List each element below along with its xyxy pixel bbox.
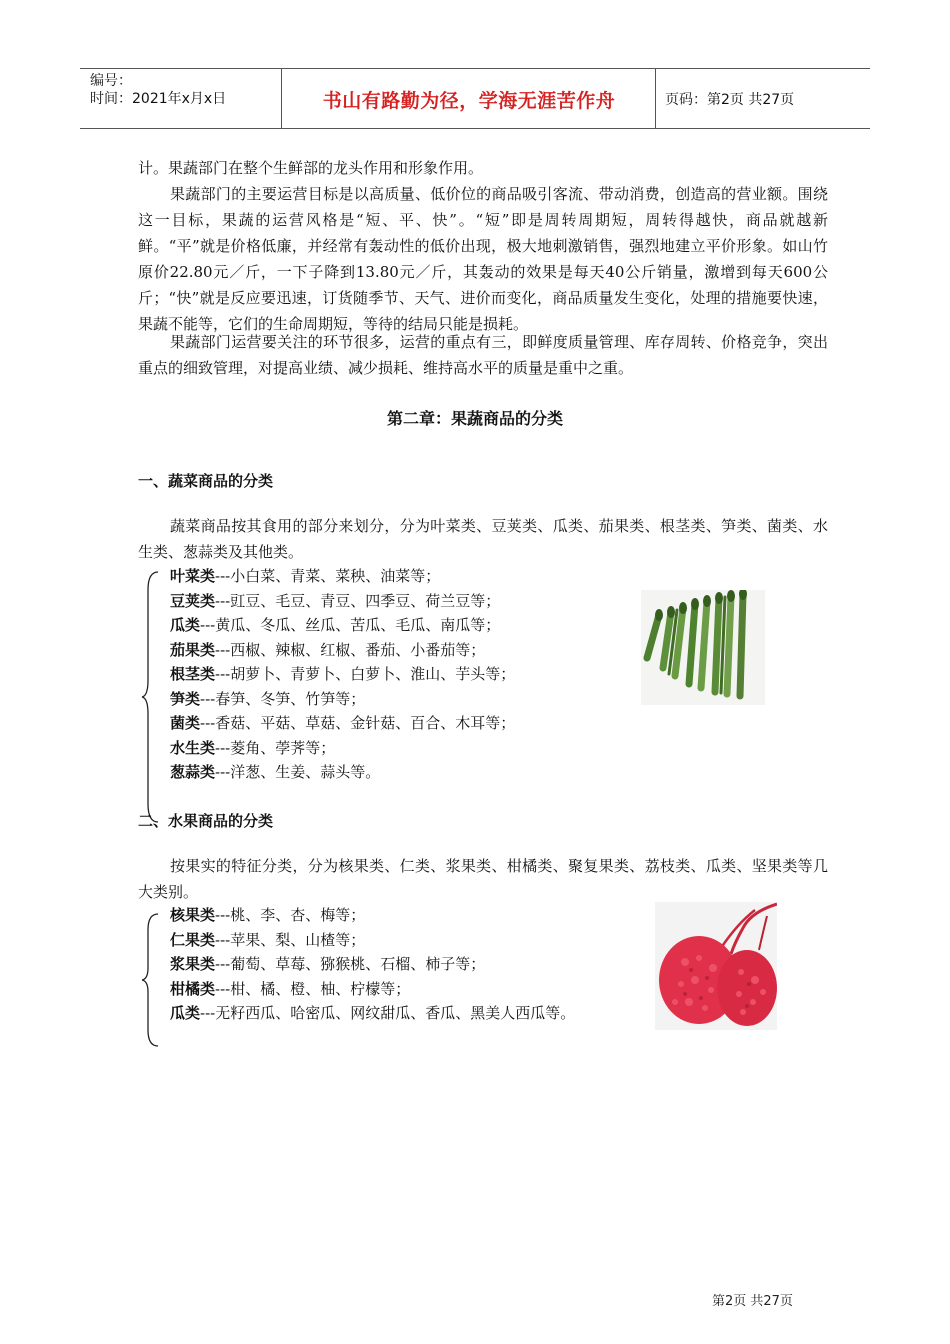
asparagus-image xyxy=(641,590,765,705)
category-examples: ---桃、李、杏、梅等； xyxy=(215,906,366,924)
category-name: 柑橘类 xyxy=(170,979,216,998)
veg-brace xyxy=(140,570,162,824)
list-item xyxy=(170,638,485,662)
veg-intro: 蔬菜商品按其食用的部分来划分，分为叶菜类、豆荚类、瓜类、茄果类、根茎类、笋类、菌类、水生类、葱蒜类及其他类。 xyxy=(138,517,828,561)
category-examples: ---胡萝卜、青萝卜、白萝卜、淮山、芋头等； xyxy=(215,665,516,683)
category-name: 葱蒜类 xyxy=(170,763,216,781)
paragraph-1: 计。果蔬部门在整个生鲜部的龙头作用和形象作用。 xyxy=(138,159,484,177)
category-name: 菌类 xyxy=(170,714,201,732)
category-name: 浆果类 xyxy=(170,955,216,973)
page-code: 页码：第2页 共27页 xyxy=(665,92,795,108)
list-item xyxy=(170,589,500,613)
category-name: 瓜类 xyxy=(170,616,201,634)
time-label: 时间：2021年x月x日 xyxy=(90,91,227,107)
list-item xyxy=(170,928,365,952)
fruit-heading: 二、水果商品的分类 xyxy=(138,812,274,830)
serial-label: 编号： xyxy=(90,73,132,89)
list-item xyxy=(170,687,365,711)
category-examples: ---豇豆、毛豆、青豆、四季豆、荷兰豆等； xyxy=(215,591,501,610)
paragraph-2: 果蔬部门的主要运营目标是以高质量、低价位的商品吸引客流、带动消费，创造高的营业额。围绕这一目标，果蔬的运营风格是“短、平、快”。“短”即是周转周期短，周转得越快，商品就越新鲜。“平”就是价格低廉，并经常有轰动性的低价出现，极大地刺激销售，强烈地建立平价形象。如山竹原价22.80元／斤，一下子降到13.80元／斤，其轰动的效果是每天40公斤销量，激增到每天600公斤；“快”就是反应要迅速，订货随季节、天气、进价而变化，商品质量发生变化，处理的措施要快速，果蔬不能等，它们的生命周期短，等待的结局只能是损耗。 xyxy=(138,185,828,333)
fruit-intro: 按果实的特征分类，分为核果类、仁类、浆果类、柑橘类、聚复果类、荔枝类、瓜类、坚果类等几大类别。 xyxy=(138,857,828,901)
list-item xyxy=(170,903,365,927)
list-item xyxy=(170,564,440,588)
category-examples: ---葡萄、草莓、猕猴桃、石榴、柿子等； xyxy=(215,955,486,973)
category-name: 叶菜类 xyxy=(170,567,216,585)
motto: 书山有路勤为径，学海无涯苦作舟 xyxy=(322,90,616,112)
lychee-image xyxy=(655,902,777,1030)
category-examples: ---香菇、平菇、草菇、金针菇、百合、木耳等； xyxy=(200,714,516,732)
veg-heading: 一、蔬菜商品的分类 xyxy=(138,472,274,490)
category-name: 豆荚类 xyxy=(170,591,216,610)
header-divider-right xyxy=(655,69,656,128)
list-item xyxy=(170,952,485,976)
page-footer: 第2页 共27页 xyxy=(712,1294,793,1309)
list-item xyxy=(170,760,380,784)
header-top-rule xyxy=(80,68,870,69)
list-item xyxy=(170,711,515,735)
category-examples: ---春笋、冬笋、竹笋等； xyxy=(200,689,366,708)
category-name: 仁果类 xyxy=(170,930,216,949)
category-examples: ---西椒、辣椒、红椒、番茄、小番茄等； xyxy=(215,640,486,659)
category-examples: ---洋葱、生姜、蒜头等。 xyxy=(215,763,381,781)
list-item xyxy=(170,1001,575,1025)
chapter-title: 第二章：果蔬商品的分类 xyxy=(386,409,563,428)
list-item xyxy=(170,613,500,637)
paragraph-3: 果蔬部门运营要关注的环节很多，运营的重点有三，即鲜度质量管理、库存周转、价格竞争，突出重点的细致管理，对提高业绩、减少损耗、维持高水平的质量是重中之重。 xyxy=(138,333,828,377)
list-item xyxy=(170,736,335,760)
category-examples: ---黄瓜、冬瓜、丝瓜、苦瓜、毛瓜、南瓜等； xyxy=(200,616,501,634)
category-examples: ---苹果、梨、山楂等； xyxy=(215,930,366,949)
category-examples: ---柑、橘、橙、柚、柠檬等； xyxy=(215,979,411,998)
list-item xyxy=(170,977,410,1001)
category-name: 水生类 xyxy=(170,738,216,757)
category-examples: ---无籽西瓜、哈密瓜、网纹甜瓜、香瓜、黑美人西瓜等。 xyxy=(200,1004,576,1022)
category-name: 笋类 xyxy=(170,689,201,708)
fruit-brace xyxy=(140,912,162,1048)
category-name: 根茎类 xyxy=(170,665,216,683)
category-examples: ---小白菜、青菜、菜秧、油菜等； xyxy=(215,567,441,585)
category-name: 核果类 xyxy=(170,906,216,924)
category-name: 茄果类 xyxy=(170,640,216,659)
category-name: 瓜类 xyxy=(170,1004,201,1022)
header-divider-left xyxy=(281,69,282,128)
category-examples: ---菱角、荸荠等； xyxy=(215,738,336,757)
header-bottom-rule xyxy=(80,128,870,129)
list-item xyxy=(170,662,515,686)
